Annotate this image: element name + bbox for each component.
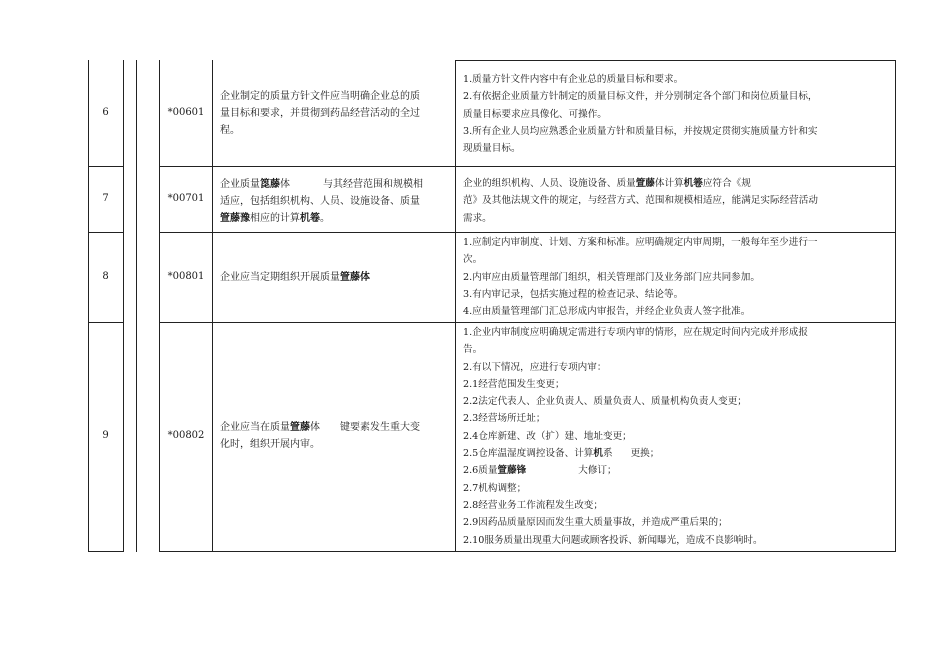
- table-border-right: [895, 60, 896, 552]
- row-number: 6: [102, 107, 109, 118]
- table-border-bottom: [159, 551, 896, 552]
- row-divider: [159, 166, 896, 167]
- item-code: *00701: [167, 193, 205, 204]
- item-requirements: 1.应制定内审制度、计划、方案和标准。应明确规定内审周期，一般每年至少进行一 次。 2.内审应由质量管理部门组织，相关管理部门及业务部门应共同参加。 3.有内审记录，包括实施过程的检查记录、结论等。 4.应由质量管理部门汇总形成内审报告，并经企业负责人签字批准。: [463, 237, 818, 318]
- item-description: 企业质量箆藤体 与其经营范围和规模相 适应，包括组织机构、人员、设施设备、质量 箮藤豫相应的计算机箞。: [220, 179, 423, 224]
- column-divider: [159, 60, 160, 552]
- row-number: 7: [102, 193, 109, 204]
- row-divider: [88, 166, 124, 167]
- inspection-table: [88, 60, 896, 552]
- column-divider: [455, 60, 456, 552]
- item-code: *00601: [167, 107, 205, 118]
- table-border-left: [88, 60, 89, 552]
- item-description: 企业应当在质量箮藤体 键要素发生重大变 化时，组织开展内审。: [220, 422, 420, 450]
- row-number: 9: [102, 430, 109, 441]
- item-code: *00801: [167, 271, 205, 282]
- row-divider: [88, 232, 124, 233]
- column-divider: [136, 60, 137, 552]
- row-divider: [159, 232, 896, 233]
- column-divider: [123, 60, 124, 552]
- row-divider: [88, 322, 124, 323]
- item-description: 企业应当定期组织开展质量箮藤体: [220, 272, 370, 283]
- column-divider: [212, 60, 213, 552]
- table-border-bottom: [88, 551, 124, 552]
- item-description: 企业制定的质量方针文件应当明确企业总的质 量目标和要求，并贯彻到药品经营活动的全过 程。: [220, 91, 420, 136]
- item-requirements: 1.企业内审制度应明确规定需进行专项内审的情形，应在规定时间内完成并形成报 告。 2.有以下情况，应进行专项内审： 2.1经营范围发生变更； 2.2法定代表人、企业负责人、质量负责人、质量机构负责人变更； 2.3经营场所迁址； 2.4仓库新建、改（扩）建、地址变更； 2.5仓库温湿度调控设备、计算机系 更换； 2.6质量箮藤锋 大修订； 2.7机构调整； 2.8经营业务工作流程发生改变； 2.9因药品质量原因而发生重大质量事故，并造成严重后果的； 2.10服务质量出现重大问题或顾客投诉、新闻曝光，造成不良影响时。: [463, 327, 808, 546]
- row-number: 8: [102, 271, 109, 282]
- item-requirements: 1.质量方针文件内容中有企业总的质量目标和要求。 2.有依据企业质量方针制定的质量目标文件，并分别制定各个部门和岗位质量目标， 质量目标要求应具像化、可操作。 3.所有企业人员均应熟悉企业质量方针和质量目标，并按规定贯彻实施质量方针和实 现质量目标。: [463, 74, 818, 155]
- item-code: *00802: [167, 430, 205, 441]
- requirement-top-border: [455, 60, 896, 61]
- row-divider: [159, 322, 896, 323]
- item-requirements: 企业的组织机构、人员、设施设备、质量箮藤体计算机箞应符合《规 范》及其他法规文件的规定，与经营方式、范围和规模相适应，能满足实际经营活动 需求。: [463, 178, 818, 224]
